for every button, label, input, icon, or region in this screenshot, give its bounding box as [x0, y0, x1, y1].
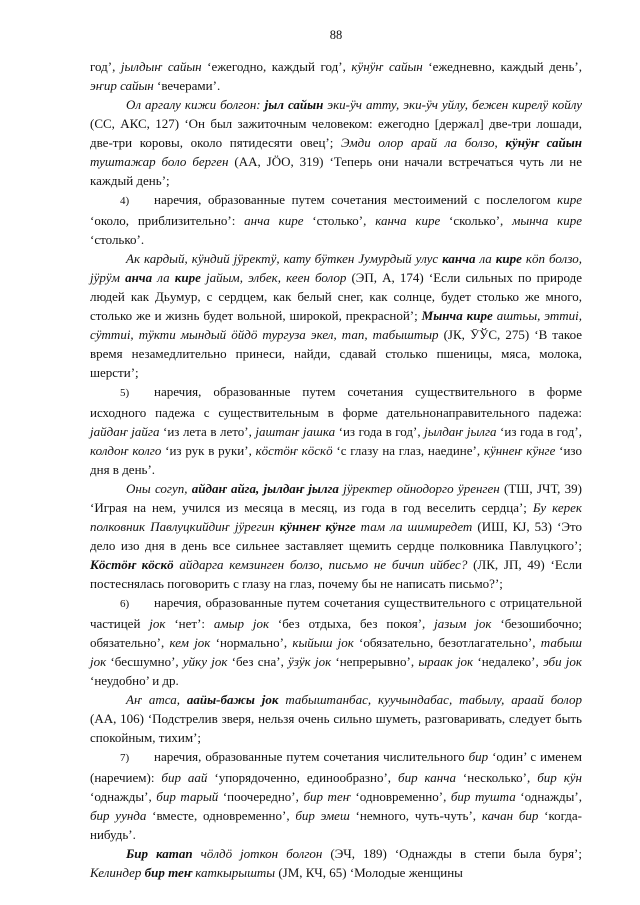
italic-term: jылдыҥ сайын: [120, 59, 202, 74]
italic-term: бир: [468, 749, 489, 764]
italic-term: колдоҥ колго: [90, 443, 162, 458]
italic-example: ла: [475, 251, 496, 266]
text-run: (JК, ӮЎС, 275) ‘В такое время незамедлительно принеси, найди, сдавай столько пшеницы, мяса, молока, шерсти’;: [90, 327, 582, 380]
text-run: ‘обязательно, безотлагательно’,: [353, 635, 541, 650]
italic-term: кӱннеҥ кӱнге: [483, 443, 556, 458]
example-paragraph: [90, 479, 582, 593]
text-run: ‘ежегодно, каждый год’,: [201, 59, 352, 74]
italic-example: Бу керек полковник Павлуцкийдиҥ jӱрегин: [90, 500, 582, 534]
text-run: ‘недалеко’,: [473, 654, 543, 669]
italic-term: мынча кире: [512, 213, 582, 228]
text-run: ‘несколько’,: [455, 770, 538, 785]
italic-example: там ла шимиредет: [355, 519, 473, 534]
list-number: 5): [120, 387, 130, 399]
text-run: ‘из года в год’,: [496, 424, 583, 439]
text-run: наречия, образованные путем сочетания местоимений с послелогом: [154, 192, 558, 207]
italic-example: Оны согуп,: [126, 481, 192, 496]
bold-italic-term: ааӥы-бажы jок: [186, 692, 279, 707]
italic-example: туштажар боло берген: [90, 154, 229, 169]
text-run: ‘столько’.: [90, 232, 145, 247]
list-number: 4): [120, 195, 130, 207]
example-paragraph: [90, 249, 582, 382]
italic-example: эки-ӱч атту, эки-ӱч уйлу, бежен кирелӱ койлу: [323, 97, 582, 112]
italic-example: табыштанбас, куучындабас, табылу, араай болор: [278, 692, 582, 707]
italic-term: jайдаҥ jайга: [90, 424, 160, 439]
text-run: ‘немного, чуть-чуть’,: [349, 808, 482, 823]
text-run: ‘с глазу на глаз, наедине’,: [332, 443, 484, 458]
italic-term: кӱнӱҥ сайын: [351, 59, 423, 74]
text-run: ‘вместе, одновременно’,: [146, 808, 296, 823]
list-item: [90, 593, 582, 690]
text-run: ‘около, приблизительно’:: [90, 213, 245, 228]
bold-italic-term: анча: [125, 270, 153, 285]
italic-example: айдарга кемзинген болзо, письмо не бичип ийбес?: [173, 557, 468, 572]
text-run: ‘ежедневно, каждый день’,: [422, 59, 582, 74]
text-run: (СС, АКС, 127) ‘Он был зажиточным человеком: ежегодно [держал] две-три лошади, две-три коровы, около пятидесяти овец’;: [90, 116, 582, 150]
text-run: ‘бесшумно’,: [106, 654, 183, 669]
italic-example: ла: [152, 270, 175, 285]
italic-term: бир уунда: [90, 808, 147, 823]
text-run: ‘из года в год’,: [335, 424, 425, 439]
text-run: (JМ, КЧ, 65) ‘Молодые женщины: [275, 865, 463, 880]
text-run: (АА, JÖO, 319) ‘Теперь они начали встречаться чуть ли не каждый день’;: [90, 154, 582, 188]
italic-term: кем jок: [169, 635, 211, 650]
italic-term: бир кӱн: [537, 770, 582, 785]
body-text: [90, 57, 582, 882]
example-paragraph: [90, 844, 582, 882]
bold-italic-term: Бир катап: [126, 846, 193, 861]
text-run: ‘когда-нибудь’.: [90, 808, 583, 842]
text-run: ‘поочередно’,: [218, 789, 304, 804]
italic-term: кыйыш jок: [292, 635, 354, 650]
text-run: ‘вечерами’.: [153, 78, 221, 93]
bold-italic-term: кире: [174, 270, 201, 285]
text-run: наречия, образованные путем сочетания числительного: [154, 749, 469, 764]
example-paragraph: [90, 690, 582, 747]
italic-example: аштьы, эттиі, сӱттиі, тӱкти мындый ӧйдӧ тургуза экел, тап, табыштыр: [90, 308, 582, 342]
page-number: 88: [329, 28, 343, 42]
italic-term: канча кире: [375, 213, 441, 228]
list-number: 7): [120, 752, 130, 764]
italic-term: jылдаҥ jылга: [424, 424, 497, 439]
bold-italic-term: канча: [442, 251, 476, 266]
text-run: ‘непрерывно’,: [331, 654, 419, 669]
italic-term: бир канча: [398, 770, 456, 785]
italic-term: бир тушта: [450, 789, 516, 804]
italic-term: кире: [557, 192, 582, 207]
text-run: ‘без сна’,: [227, 654, 289, 669]
italic-example: чӧлдӧ jоткон болгон: [192, 846, 323, 861]
italic-term: ӱзӱк jок: [288, 654, 332, 669]
italic-example: Ак кардый, кӱндий jӱректӱ, кату бӱткен Jумурдый улус: [126, 251, 443, 266]
italic-term: бир эмеш: [295, 808, 350, 823]
italic-term: амыр jок: [213, 616, 270, 631]
text-run: (ЛК, ЈП, 49) ‘Если постеснялась поговорить с глазу на глаз, почему бы не написать письмо?’;: [90, 557, 582, 591]
italic-term: бир аай: [161, 770, 208, 785]
text-run: ‘нет’:: [165, 616, 214, 631]
text-run: наречия, образованные путем сочетания существительного с отрицательной частицей: [90, 595, 582, 631]
bold-italic-term: кӱннеҥ кӱнге: [279, 519, 356, 534]
italic-example: jӱректер ойнодорго ӱренген: [338, 481, 500, 496]
text-run: ‘неудобно’ и др.: [90, 673, 179, 688]
italic-term: качан бир: [481, 808, 539, 823]
bold-italic-term: кире: [495, 251, 522, 266]
italic-term: табыш jок: [90, 635, 582, 669]
list-number: 6): [120, 598, 130, 610]
text-run: ‘изо дня в день’.: [90, 443, 582, 477]
italic-term: jазым jок: [434, 616, 492, 631]
italic-term: анча кире: [244, 213, 304, 228]
italic-term: jок: [149, 616, 166, 631]
italic-example: каткырышты: [192, 865, 276, 880]
italic-example: Эмди олор арай ла болзо,: [341, 135, 506, 150]
bold-italic-term: бир теҥ: [144, 865, 192, 880]
text-run: ‘нормально’,: [210, 635, 293, 650]
bold-italic-term: айдаҥ айга, jылдаҥ jылга: [191, 481, 339, 496]
italic-term: бир теҥ: [303, 789, 351, 804]
example-paragraph: [90, 95, 582, 190]
text-run: ‘однажды’,: [90, 789, 157, 804]
text-run: ‘один’ с именем (наречием):: [90, 749, 582, 785]
italic-term: эби jок: [542, 654, 582, 669]
bold-italic-term: Мынча кире: [421, 308, 493, 323]
paragraph: [90, 57, 582, 95]
bold-italic-term: Кӧстӧҥ кӧскӧ: [90, 557, 174, 572]
text-run: ‘без отдыха, без покоя’,: [269, 616, 435, 631]
text-run: ‘сколько’,: [440, 213, 513, 228]
italic-term: эҥир сайын: [90, 78, 154, 93]
italic-example: Келиндер: [90, 865, 145, 880]
text-run: ‘упорядоченно, единообразно’,: [207, 770, 399, 785]
text-run: наречия, образованные путем сочетания существительного в форме исходного падежа с существительным в форме дательнонаправительного падежа:: [90, 384, 582, 420]
italic-example: кӧп болзо, jӱрӱм: [90, 251, 582, 285]
italic-term: кӧстӧҥ кӧскӧ: [255, 443, 333, 458]
italic-term: jаштаҥ jашка: [255, 424, 336, 439]
text-run: ‘одновременно’,: [350, 789, 451, 804]
bold-italic-term: кӱнӱҥ сайын: [505, 135, 582, 150]
text-run: ‘однажды’,: [515, 789, 582, 804]
italic-term: уйку jок: [182, 654, 228, 669]
text-run: (ЭЧ, 189) ‘Однажды в степи была буря’;: [322, 846, 582, 861]
text-run: (АА, 106) ‘Подстрелив зверя, нельзя очень сильно шуметь, разговаривать, следует быть спокойным, тихим’;: [90, 711, 582, 745]
text-run: год’,: [90, 59, 121, 74]
list-item: [90, 747, 582, 844]
text-run: (ЭП, А, 174) ‘Если сильных по природе людей как Дьумур, с сердцем, как белый снег, как солнце, будет столько же много, столько же и жизнь будет вольной, широкой, прекрасной’;: [90, 270, 583, 323]
italic-term: бир тарый: [156, 789, 219, 804]
italic-term: ыраак jок: [418, 654, 474, 669]
bold-italic-term: jыл сайын: [264, 97, 324, 112]
text-run: (ИШ, КJ, 53) ‘Это дело изо дня в день все сильнее заставляет щемить сердце полковника Павлуцкого’;: [90, 519, 583, 553]
list-item: [90, 190, 582, 249]
text-run: (ТШ, JЧТ, 39) ‘Играя на нем, учился из месяца в месяц, из года в год веселить сердца’;: [90, 481, 582, 515]
italic-example: Ол аргалу кижи болгон:: [126, 97, 265, 112]
text-run: ‘из рук в руки’,: [161, 443, 256, 458]
text-run: ‘безошибочно; обязательно’,: [90, 616, 582, 650]
italic-example: jайым, элбек, кеен болор: [200, 270, 347, 285]
text-run: ‘столько’,: [303, 213, 376, 228]
italic-example: Аҥ атса,: [126, 692, 187, 707]
list-item: [90, 382, 582, 479]
text-run: ‘из лета в лето’,: [159, 424, 256, 439]
